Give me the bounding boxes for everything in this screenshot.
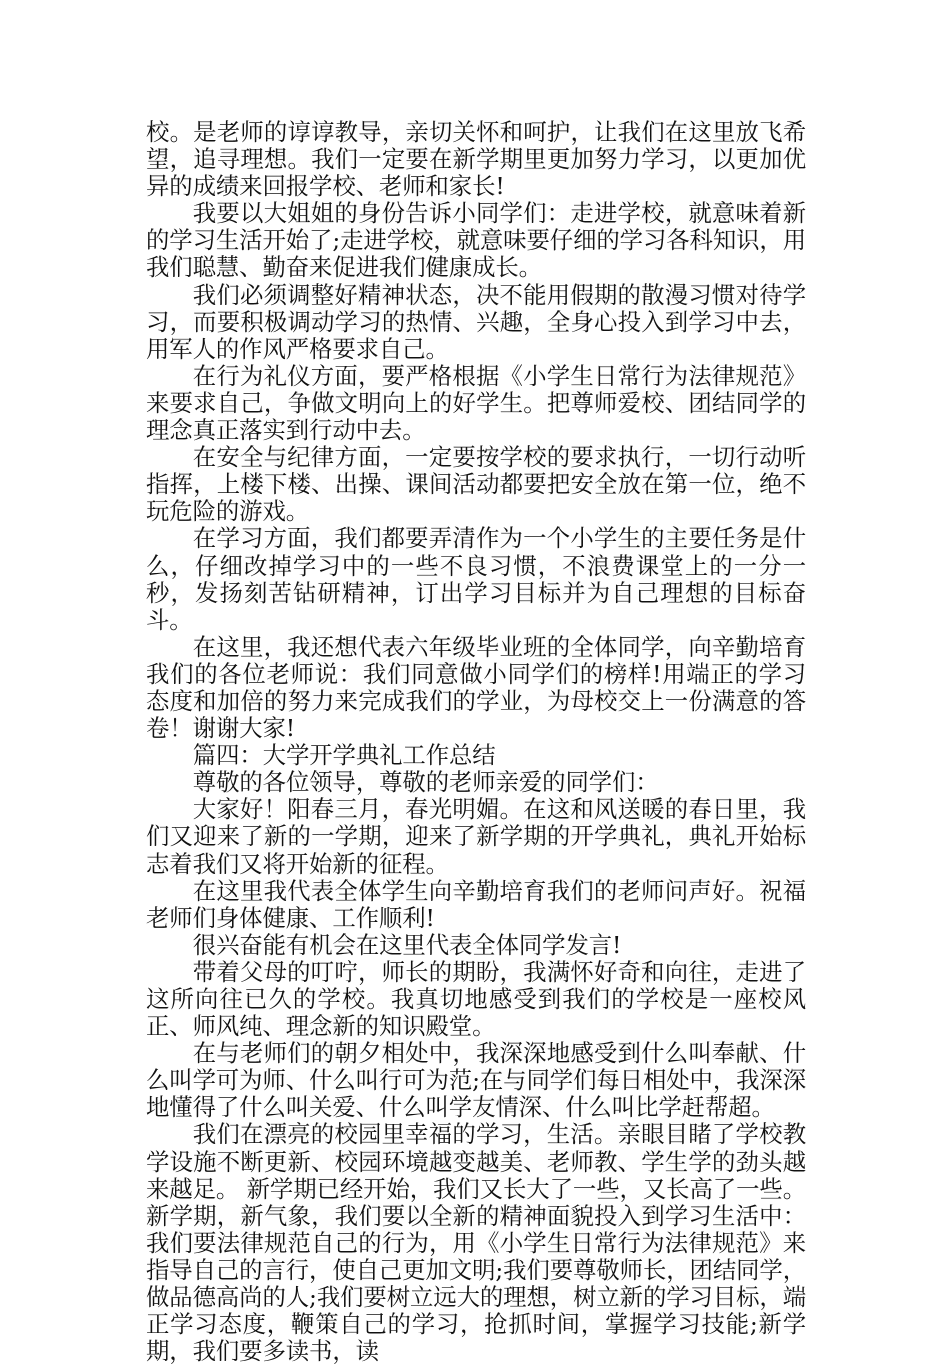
paragraph: 在安全与纪律方面，一定要按学校的要求执行，一切行动听指挥，上楼下楼、出操、课间活动都要把安全放在第一位，绝不玩危险的游戏。 xyxy=(146,443,806,526)
paragraph: 大家好！阳春三月，春光明媚。在这和风送暖的春日里，我们又迎来了新的一学期，迎来了新学期的开学典礼，典礼开始标志着我们又将开始新的征程。 xyxy=(146,795,806,878)
paragraph-continuation: 校。是老师的谆谆教导，亲切关怀和呵护，让我们在这里放飞希望，追寻理想。我们一定要在新学期里更加努力学习，以更加优异的成绩来回报学校、老师和家长! xyxy=(146,118,806,201)
document-page xyxy=(146,119,806,1365)
paragraph: 我们在漂亮的校园里幸福的学习，生活。亲眼目睹了学校教学设施不断更新、校园环境越变越美、老师教、学生学的劲头越来越足。 新学期已经开始，我们又长大了一些，又长高了一些。新学期，新气象，我们要以全新的精神面貌投入到学习生活中：我们要法律规范自己的行为，用《小学生日常行为法律规范》来指导自己的言行，使自己更加文明;我们要尊敬师长，团结同学，做品德高尚的人;我们要树立远大的理想，树立新的学习目标，端正学习态度，鞭策自己的学习，抢抓时间，掌握学习技能;新学期，我们要多读书，读 xyxy=(146,1120,806,1365)
paragraph: 带着父母的叮咛，师长的期盼，我满怀好奇和向往，走进了这所向往已久的学校。我真切地感受到我们的学校是一座校风正、师风纯、理念新的知识殿堂。 xyxy=(146,957,806,1041)
paragraph: 在行为礼仪方面，要严格根据《小学生日常行为法律规范》来要求自己，争做文明向上的好学生。把尊师爱校、团结同学的理念真正落实到行动中去。 xyxy=(146,361,806,445)
paragraph: 在这里，我还想代表六年级毕业班的全体同学，向辛勤培育我们的各位老师说：我们同意做小同学们的榜样!用端正的学习态度和加倍的努力来完成我们的学业，为母校交上一份满意的答卷！谢谢大家! xyxy=(146,632,806,743)
paragraph: 我要以大姐姐的身份告诉小同学们：走进学校，就意味着新的学习生活开始了;走进学校，就意味要仔细的学习各科知识，用我们聪慧、勤奋来促进我们健康成长。 xyxy=(146,199,806,282)
salutation: 尊敬的各位领导，尊敬的老师亲爱的同学们： xyxy=(192,768,659,797)
paragraph: 在与老师们的朝夕相处中，我深深地感受到什么叫奉献、什么叫学可为师、什么叫行可为范;在与同学们每日相处中，我深深地懂得了什么叫关爱、什么叫学友情深、什么叫比学赶帮超。 xyxy=(146,1039,806,1122)
paragraph: 很兴奋能有机会在这里代表全体同学发言! xyxy=(192,930,622,959)
paragraph: 在这里我代表全体学生向辛勤培育我们的老师问声好。祝福老师们身体健康、工作顺利! xyxy=(146,876,806,932)
paragraph: 在学习方面，我们都要弄清作为一个小学生的主要任务是什么，仔细改掉学习中的一些不良习惯，不浪费课堂上的一分一秒，发扬刻苦钻研精神，订出学习目标并为自己理想的目标奋斗。 xyxy=(146,524,806,634)
paragraph: 我们必须调整好精神状态，决不能用假期的散漫习惯对待学习，而要积极调动学习的热情、兴趣，全身心投入到学习中去，用军人的作风严格要求自己。 xyxy=(146,280,806,363)
section-heading: 篇四：大学开学典礼工作总结 xyxy=(192,741,496,770)
